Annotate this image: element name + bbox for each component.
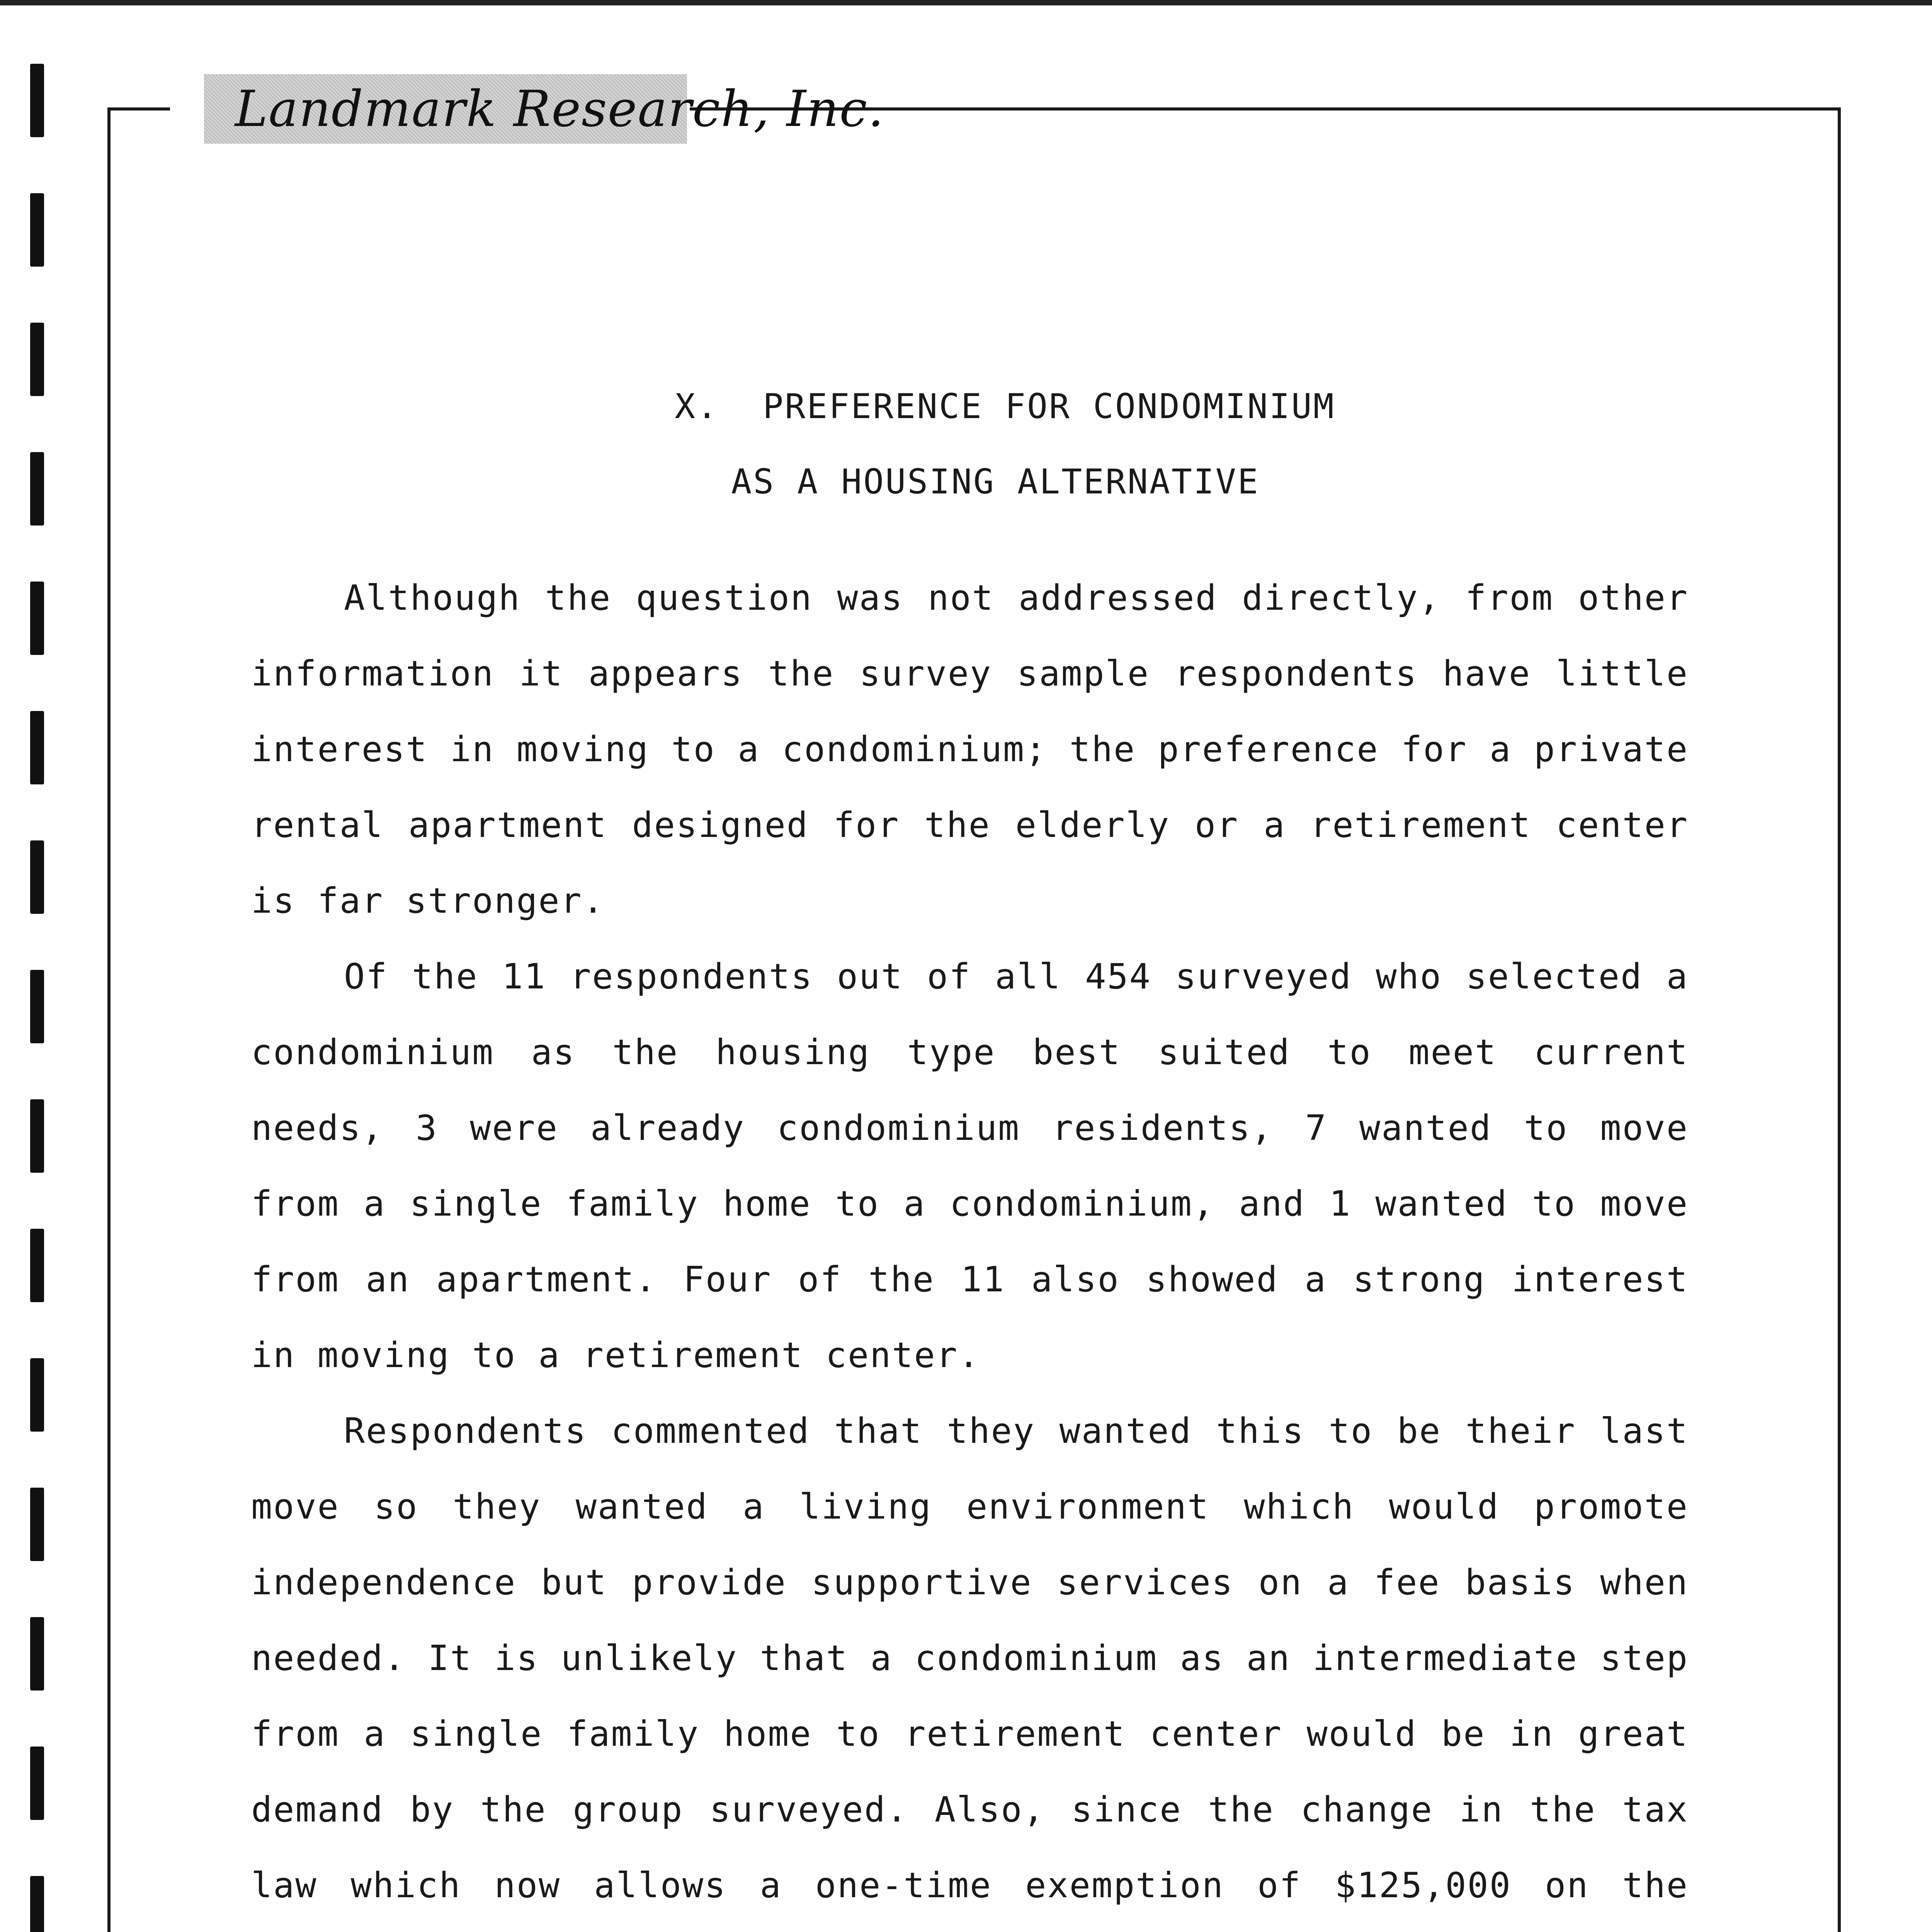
binding-mark [30, 1488, 44, 1561]
binding-mark [30, 840, 44, 914]
binding-mark [30, 64, 44, 137]
paragraph: Of the 11 respondents out of all 454 surveyed who selected a condominium as the housing type best suited to meet current needs, 3 were already condominium residents, 7 wanted to move from a single family home to a condominium, and 1 wanted to move from an apartment. Four of the 11 also showed a strong interest in moving to a retirement center. [251, 956, 1689, 1376]
binding-mark [30, 1358, 44, 1432]
section-title-line2: AS A HOUSING ALTERNATIVE [731, 462, 1260, 502]
binding-mark [30, 1099, 44, 1173]
binding-mark [30, 1747, 44, 1820]
binding-mark [30, 1229, 44, 1302]
body-text [251, 560, 1689, 1932]
binding-mark [30, 323, 44, 396]
binding-strip [30, 0, 46, 1932]
binding-mark [30, 582, 44, 655]
company-logo [204, 74, 884, 144]
binding-mark [30, 193, 44, 267]
binding-mark [30, 1876, 44, 1932]
binding-mark [30, 711, 44, 784]
binding-mark [30, 1617, 44, 1690]
binding-mark [30, 970, 44, 1043]
paragraph: Respondents commented that they wanted this to be their last move so they wanted a living environment which would promote independence but provide supportive services on a fee basis when needed. It is unlikely that a condominium as an intermediate step from a single family home to retirement center would be in great demand by the group surveyed. Also, since the change in the tax law which now allows a one-time exemption of $125,000 on the [251, 1411, 1689, 1906]
logo-text: Landmark Research, Inc. [235, 80, 884, 138]
section-title-line1: X. PREFERENCE FOR CONDOMINIUM [675, 386, 1335, 426]
scan-top-edge [0, 0, 1932, 5]
paragraph: Although the question was not addressed directly, from other information it appears the survey sample respondents have little interest in moving to a condominium; the preference for a private rental apartment designed for the elderly or a retirement center is far stronger. [251, 578, 1689, 921]
